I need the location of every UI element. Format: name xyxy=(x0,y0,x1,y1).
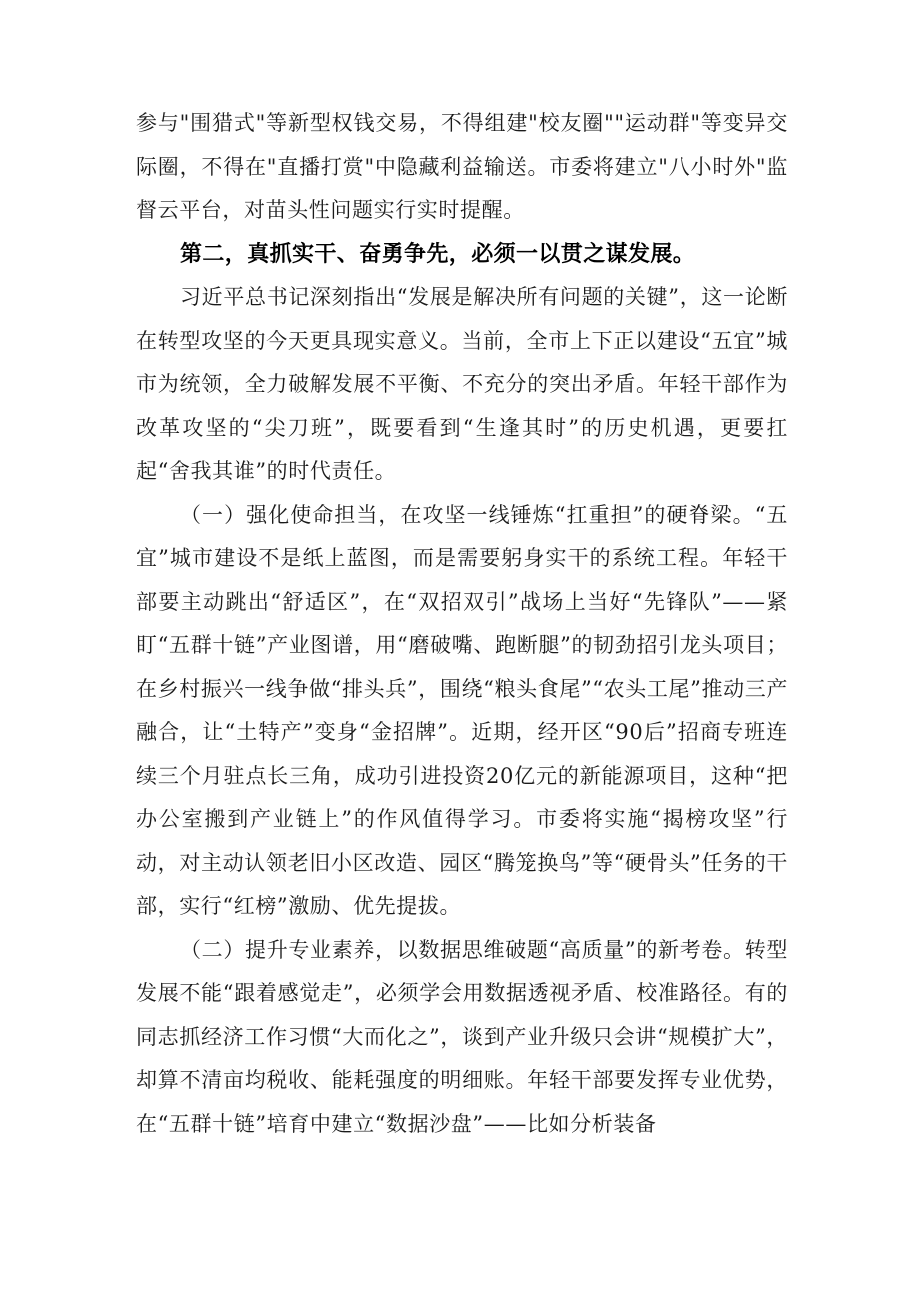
section-heading: 第二，真抓实干、奋勇争先，必须一以贯之谋发展。 xyxy=(180,241,696,267)
paragraph-subsection-one: （一）强化使命担当，在攻坚一线锤炼“扛重担”的硬脊梁。“五宜”城市建设不是纸上蓝图，而是需要躬身实干的系统工程。年轻干部要主动跳出“舒适区”，在“双招双引”战场上当好“先锋队”——紧盯“五群十链”产业图谱，用“磨破嘴、跑断腿”的韧劲招引龙头项目；在乡村振兴一线争做“排头兵”，围绕“粮头食尾”“农头工尾”推动三产融合，让“土特产”变身“金招牌”。近期，经开区“90后”招商专班连续三个月驻点长三角，成功引进投资20亿元的新能源项目，这种“把办公室搬到产业链上”的作风值得学习。市委将实施“揭榜攻坚”行动，对主动认领老旧小区改造、园区“腾笼换鸟”等“硬骨头”任务的干部，实行“红榜”激励、优先提拔。 xyxy=(136,502,788,918)
paragraph-intro: 习近平总书记深刻指出“发展是解决所有问题的关键”，这一论断在转型攻坚的今天更具现实意义。当前，全市上下正以建设“五宜”城市为统领，全力破解发展不平衡、不充分的突出矛盾。年轻干部作为改革攻坚的“尖刀班”，既要看到“生逢其时”的历史机遇，更要扛起“舍我其谁”的时代责任。 xyxy=(136,285,788,483)
paragraph-continued: 参与"围猎式"等新型权钱交易，不得组建"校友圈""运动群"等变异交际圈，不得在"直播打赏"中隐藏利益输送。市委将建立"八小时外"监督云平台，对苗头性问题实行实时提醒。 xyxy=(136,111,788,222)
document-body xyxy=(136,102,788,1146)
paragraph-subsection-two: （二）提升专业素养，以数据思维破题“高质量”的新考卷。转型发展不能“跟着感觉走”，必须学会用数据透视矛盾、校准路径。有的同志抓经济工作习惯“大而化之”，谈到产业升级只会讲“规模扩大”，却算不清亩均税收、能耗强度的明细账。年轻干部要发挥专业优势，在“五群十链”培育中建立“数据沙盘”——比如分析装备 xyxy=(136,937,788,1136)
